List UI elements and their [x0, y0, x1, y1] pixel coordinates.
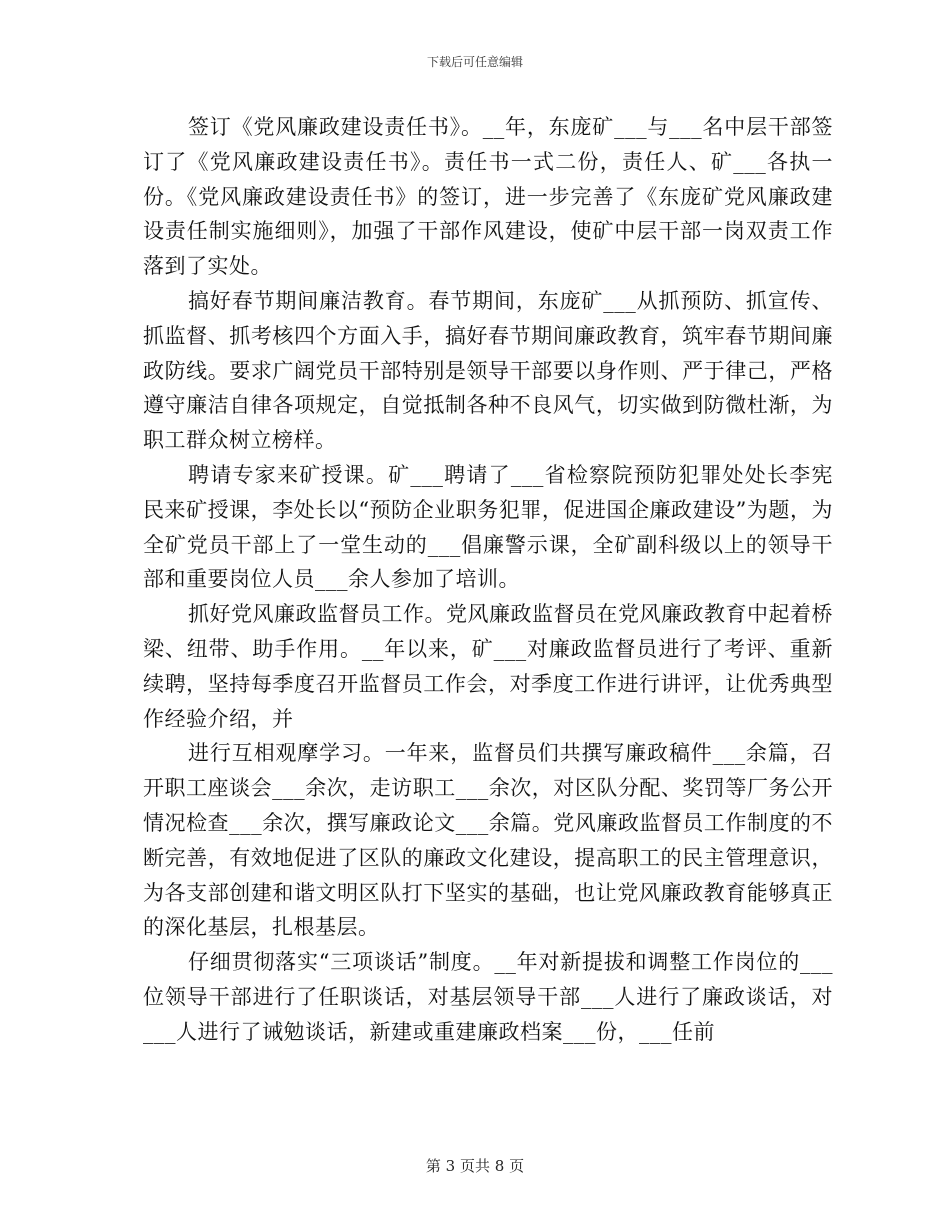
- paragraph-mutual-learning: 进行互相观摩学习。一年来，监督员们共撰写廉政稿件___余篇，召开职工座谈会___余次，走访职工___余次，对区队分配、奖罚等厂务公开情况检查___余次，撰写廉政论文___余篇。党风廉政监督员工作制度的不断完善，有效地促进了区队的廉政文化建设，提高职工的民主管理意识，为各支部创建和谐文明区队打下坚实的基础，也让党风廉政教育能够真正的深化基层，扎根基层。: [143, 741, 833, 940]
- page-footer: 第 3 页共 8 页: [425, 1157, 525, 1175]
- paragraph-three-talks: 仔细贯彻落实“三项谈话”制度。__年对新提拔和调整工作岗位的___位领导干部进行了任职谈话，对基层领导干部___人进行了廉政谈话，对___人进行了诫勉谈话，新建或重建廉政档案___份，___任前: [143, 950, 833, 1044]
- page-header: 下载后可任意编辑: [426, 55, 523, 69]
- paragraph-supervisors: 抓好党风廉政监督员工作。党风廉政监督员在党风廉政教育中起着桥梁、纽带、助手作用。__年以来，矿___对廉政监督员进行了考评、重新续聘，坚持每季度召开监督员工作会，对季度工作进行讲评，让优秀典型作经验介绍，并: [143, 602, 833, 731]
- document-body: [143, 110, 833, 1050]
- paragraph-expert-lecture: 聘请专家来矿授课。矿___聘请了___省检察院预防犯罪处处长李宪民来矿授课，李处长以“预防企业职务犯罪，促进国企廉政建设”为题，为全矿党员干部上了一堂生动的___倡廉警示课，全矿副科级以上的领导干部和重要岗位人员___余人参加了培训。: [143, 462, 833, 592]
- paragraph-spring-festival: 搞好春节期间廉洁教育。春节期间，东庞矿___从抓预防、抓宣传、抓监督、抓考核四个方面入手，搞好春节期间廉政教育，筑牢春节期间廉政防线。要求广阔党员干部特别是领导干部要以身作则、严于律己，严格遵守廉洁自律各项规定，自觉抵制各种不良风气，切实做到防微杜渐，为职工群众树立榜样。: [143, 288, 833, 453]
- paragraph-responsibility-letter: 签订《党风廉政建设责任书》。__年，东庞矿___与___名中层干部签订了《党风廉政建设责任书》。责任书一式二份，责任人、矿___各执一份。《党风廉政建设责任书》的签订，进一步完善了《东庞矿党风廉政建设责任制实施细则》，加强了干部作风建设，使矿中层干部一岗双责工作落到了实处。: [143, 115, 833, 279]
